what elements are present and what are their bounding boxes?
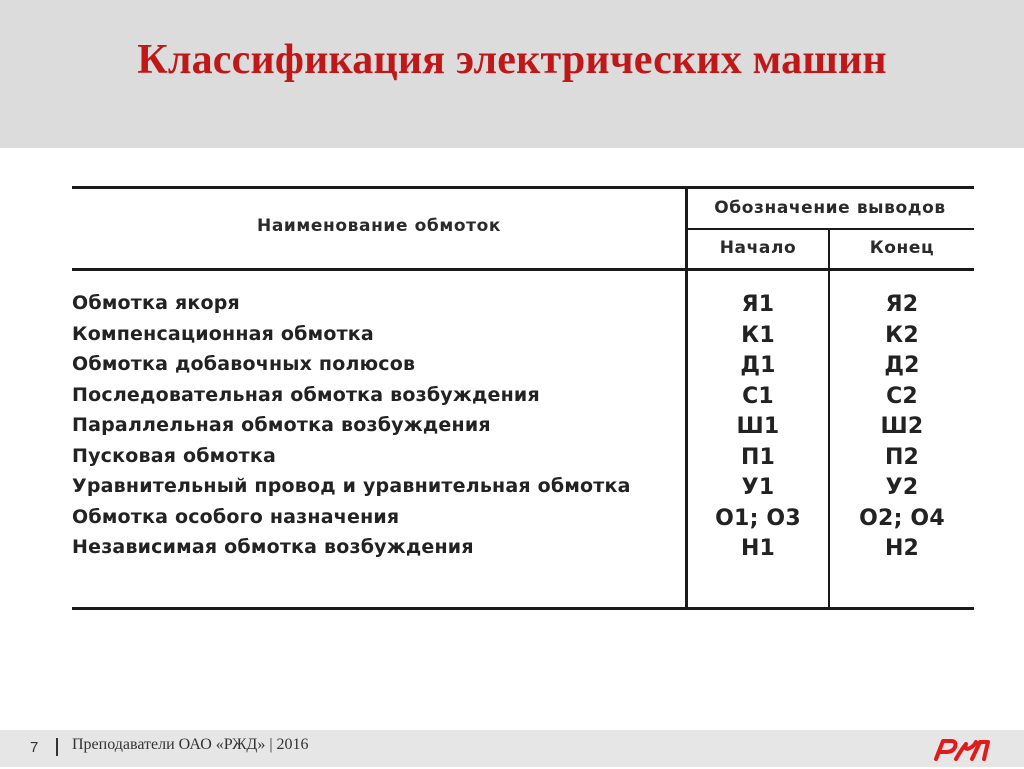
winding-name: Последовательная обмотка возбуждения (72, 383, 540, 406)
winding-name: Обмотка особого назначения (72, 505, 400, 528)
start-terminal: О1; О3 (715, 505, 801, 531)
start-terminal: Д1 (740, 353, 776, 378)
winding-name: Параллельная обмотка возбуждения (72, 414, 491, 436)
end-terminal: О2; О4 (859, 505, 945, 531)
table-bottom-rule (72, 607, 974, 610)
end-terminal: С2 (886, 383, 918, 409)
table-row (72, 323, 974, 354)
table-row (72, 292, 974, 323)
header-winding-name: Наименование обмоток (257, 216, 501, 236)
winding-name: Обмотка добавочных полюсов (72, 353, 416, 375)
start-terminal: С1 (742, 383, 774, 409)
header-end: Конец (869, 238, 935, 258)
start-terminal: Я1 (741, 292, 775, 317)
table-row (72, 353, 974, 384)
header-bottom-rule (72, 268, 974, 271)
header-terminal-designation: Обозначение выводов (714, 198, 946, 218)
table-body (72, 292, 974, 567)
start-terminal: Н1 (740, 536, 776, 561)
end-terminal: Я2 (885, 292, 919, 317)
winding-name: Пусковая обмотка (72, 444, 276, 467)
group-header-rule (686, 228, 974, 230)
slide-title: Классификация электрических машин (137, 37, 887, 83)
footer-separator (56, 738, 58, 756)
end-terminal: К2 (885, 322, 919, 348)
table-row (72, 414, 974, 445)
start-terminal: П1 (740, 444, 776, 470)
start-terminal: У1 (741, 475, 775, 500)
table-row (72, 475, 974, 506)
rzd-logo-icon (930, 734, 994, 769)
table-row (72, 445, 974, 476)
table-top-rule (72, 186, 974, 189)
table-row (72, 384, 974, 415)
table-row (72, 536, 974, 567)
end-terminal: У2 (885, 475, 919, 500)
end-terminal: Н2 (884, 536, 920, 561)
header-start: Начало (719, 238, 797, 258)
winding-name: Обмотка якоря (72, 292, 240, 314)
winding-name: Уравнительный провод и уравнительная обмотка (72, 475, 631, 497)
end-terminal: П2 (884, 444, 920, 470)
winding-name: Независимая обмотка возбуждения (72, 536, 474, 558)
footer-text: Преподаватели ОАО «РЖД» | 2016 (72, 736, 309, 753)
page-number: 7 (30, 739, 39, 756)
winding-name: Компенсационная обмотка (72, 322, 374, 345)
end-terminal: Ш2 (880, 414, 924, 439)
windings-table (72, 184, 974, 614)
start-terminal: Ш1 (736, 414, 780, 439)
end-terminal: Д2 (884, 353, 920, 378)
start-terminal: К1 (741, 322, 775, 348)
table-row (72, 506, 974, 537)
